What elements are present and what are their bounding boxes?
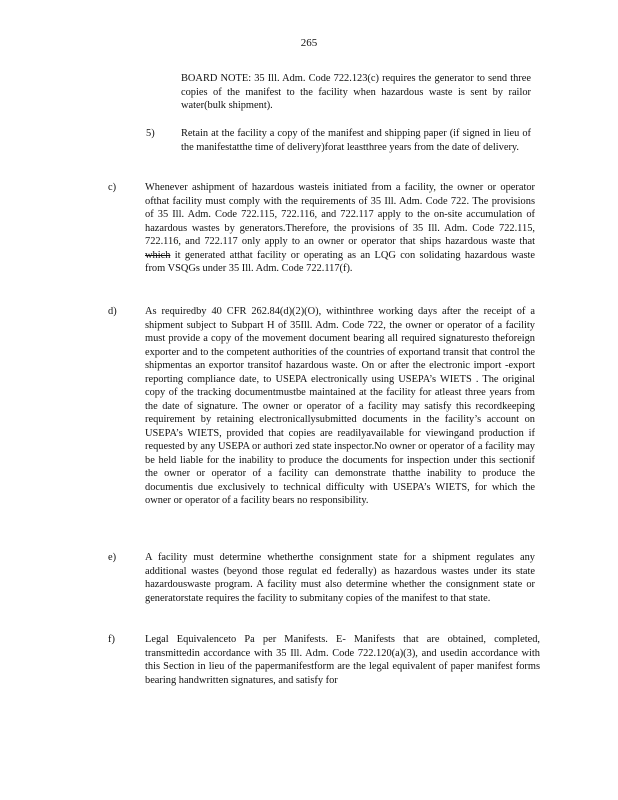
item-text-c-part1: Whenever ashipment of hazardous wasteis initiated from a facility, the owner or operator ofthat facility must comply with the requirements of 35 Ill. Adm. Code 722. The provisions of 35 Ill. Adm. Code 722.115, 722.116, and 722.117 apply to the on-site accumulation of hazardous wastes by generators.Therefore, the provisions of 35 Ill. Adm. Code 722.115, 722.116, and 722.117 only apply to an owner or operator that ships hazardous waste that (145, 182, 535, 247)
struck-text: which (145, 249, 171, 261)
item-text-d: As requiredby 40 CFR 262.84(d)(2)(O), withinthree working days after the receipt of a shipment subject to Subpart H of 35Ill. Adm. Code 722, the owner or operator of a facility must provide a copy of the movement document bearing all required signaturesto theforeign exporter and to the competent authorities of the countries of exportand transit that control the shipmentas an exportor transitof hazardous waste. On or after the electronic import -export reporting compliance date, to USEPA electronically using USEPA’s WIETS . The original copy of the tracking documentmustbe maintained at the facility for atleast three years from the date of signature. The owner or operator of a facility may satisfy this recordkeeping requirement by retaining electronicallysubmitted documents in the facility’s account on USEPA’s WIETS, provided that copies are readilyavailable for viewingand production if requested by any USEPA or authori zed state inspector.No owner or operator of a facility may be held liable for the inability to produce the documents for inspection under this sectionif the owner or operator of a facility can demonstrate thatthe inability to produce the documentis due exclusively to technical difficulty with USEPA’s WIETS, for which the owner or operator of a facility bears no responsibility. (145, 306, 535, 506)
item-text-c (145, 181, 535, 276)
item-marker-d: d) (108, 306, 117, 317)
item-marker-f: f) (108, 634, 115, 645)
item-marker-5: 5) (146, 128, 155, 139)
item-text-5: Retain at the facility a copy of the manifest and shipping paper (if signed in lieu of the manifestatthe time of delivery)forat leastthree years from the date of delivery. (181, 128, 531, 153)
board-note: BOARD NOTE: 35 Ill. Adm. Code 722.123(c) requires the generator to send three copies of the manifest to the facility when hazardous waste is sent by railor water(bulk shipment). (181, 73, 531, 111)
item-text-e: A facility must determine whetherthe consignment state for a shipment regulates any additional wastes (beyond those regulat ed federally) as hazardous wastes under its state hazardouswaste program. A facility must also determine whether the consignment state or generatorstate requires the facility to submitany copies of the manifest to that state. (145, 552, 535, 604)
item-text-c-part2: it generated atthat facility or operating as an LQG con solidating hazardous waste from VSQGs under 35 Ill. Adm. Code 722.117(f). (145, 249, 535, 274)
item-text-f: Legal Equivalenceto Pa per Manifests. E- Manifests that are obtained, completed, transmittedin accordance with 35 Ill. Adm. Code 722.120(a)(3), and usedin accordance with this Section in lieu of the papermanifestform are the legal equivalent of paper manifest forms bearing handwritten signatures, and satisfy for (145, 634, 540, 686)
item-marker-e: e) (108, 552, 117, 563)
page-number: 265 (300, 37, 318, 49)
item-marker-c: c) (108, 182, 117, 193)
